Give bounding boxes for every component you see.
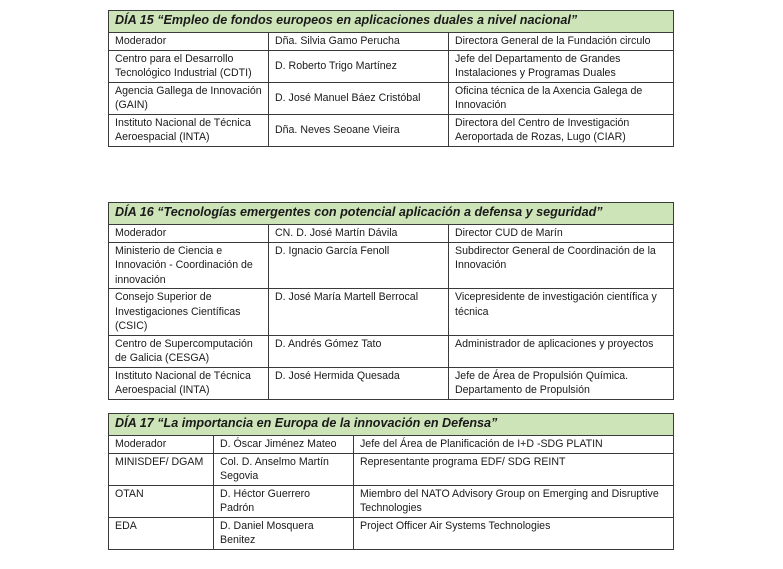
institution-cell: Ministerio de Ciencia e Innovación - Coordinación de innovación xyxy=(109,242,269,289)
role-cell: Jefe del Área de Planificación de I+D -SDG PLATIN xyxy=(354,436,674,454)
person-cell: D. José Hermida Quesada xyxy=(269,367,449,399)
institution-cell: Centro para el Desarrollo Tecnológico Industrial (CDTI) xyxy=(109,50,269,82)
role-cell: Directora del Centro de Investigación Aeroportada de Rozas, Lugo (CIAR) xyxy=(449,114,674,146)
day-17-title: DÍA 17 “La importancia en Europa de la innovación en Defensa” xyxy=(109,414,674,436)
role-cell: Director CUD de Marín xyxy=(449,225,674,243)
institution-cell: OTAN xyxy=(109,485,214,517)
table-row xyxy=(109,242,674,289)
institution-cell: MINISDEF/ DGAM xyxy=(109,453,214,485)
person-cell: Col. D. Anselmo Martín Segovia xyxy=(214,453,354,485)
person-cell: D. Daniel Mosquera Benitez xyxy=(214,517,354,549)
person-cell: Dña. Neves Seoane Vieira xyxy=(269,114,449,146)
table-row xyxy=(109,436,674,454)
institution-cell: Moderador xyxy=(109,225,269,243)
table-row xyxy=(109,485,674,517)
role-cell: Administrador de aplicaciones y proyectos xyxy=(449,335,674,367)
role-cell: Directora General de la Fundación circulo xyxy=(449,33,674,51)
person-cell: D. José María Martell Berrocal xyxy=(269,289,449,336)
day-16-table xyxy=(108,202,674,400)
table-row xyxy=(109,367,674,399)
table-row xyxy=(109,289,674,336)
table-row xyxy=(109,114,674,146)
institution-cell: Agencia Gallega de Innovación (GAIN) xyxy=(109,82,269,114)
day-15-table xyxy=(108,10,674,147)
institution-cell: EDA xyxy=(109,517,214,549)
institution-cell: Moderador xyxy=(109,33,269,51)
role-cell: Jefe del Departamento de Grandes Instalaciones y Programas Duales xyxy=(449,50,674,82)
institution-cell: Centro de Supercomputación de Galicia (CESGA) xyxy=(109,335,269,367)
person-cell: D. Andrés Gómez Tato xyxy=(269,335,449,367)
institution-cell: Consejo Superior de Investigaciones Científicas (CSIC) xyxy=(109,289,269,336)
person-cell: D. Roberto Trigo Martínez xyxy=(269,50,449,82)
day-16-title: DÍA 16 “Tecnologías emergentes con potencial aplicación a defensa y seguridad” xyxy=(109,203,674,225)
person-cell: D. Héctor Guerrero Padrón xyxy=(214,485,354,517)
day-15-title: DÍA 15 “Empleo de fondos europeos en aplicaciones duales a nivel nacional” xyxy=(109,11,674,33)
role-cell: Miembro del NATO Advisory Group on Emerging and Disruptive Technologies xyxy=(354,485,674,517)
table-row xyxy=(109,453,674,485)
person-cell: D. Óscar Jiménez Mateo xyxy=(214,436,354,454)
day-17-table xyxy=(108,413,674,550)
table-row xyxy=(109,517,674,549)
person-cell: Dña. Silvia Gamo Perucha xyxy=(269,33,449,51)
table-row xyxy=(109,33,674,51)
table-row xyxy=(109,225,674,243)
table-row xyxy=(109,335,674,367)
role-cell: Jefe de Área de Propulsión Química. Departamento de Propulsión xyxy=(449,367,674,399)
institution-cell: Moderador xyxy=(109,436,214,454)
person-cell: CN. D. José Martín Dávila xyxy=(269,225,449,243)
role-cell: Oficina técnica de la Axencia Galega de Innovación xyxy=(449,82,674,114)
role-cell: Vicepresidente de investigación científica y técnica xyxy=(449,289,674,336)
institution-cell: Instituto Nacional de Técnica Aeroespacial (INTA) xyxy=(109,367,269,399)
table-row xyxy=(109,50,674,82)
person-cell: D. José Manuel Báez Cristóbal xyxy=(269,82,449,114)
person-cell: D. Ignacio García Fenoll xyxy=(269,242,449,289)
table-row xyxy=(109,82,674,114)
role-cell: Representante programa EDF/ SDG REINT xyxy=(354,453,674,485)
institution-cell: Instituto Nacional de Técnica Aeroespacial (INTA) xyxy=(109,114,269,146)
role-cell: Subdirector General de Coordinación de la Innovación xyxy=(449,242,674,289)
role-cell: Project Officer Air Systems Technologies xyxy=(354,517,674,549)
